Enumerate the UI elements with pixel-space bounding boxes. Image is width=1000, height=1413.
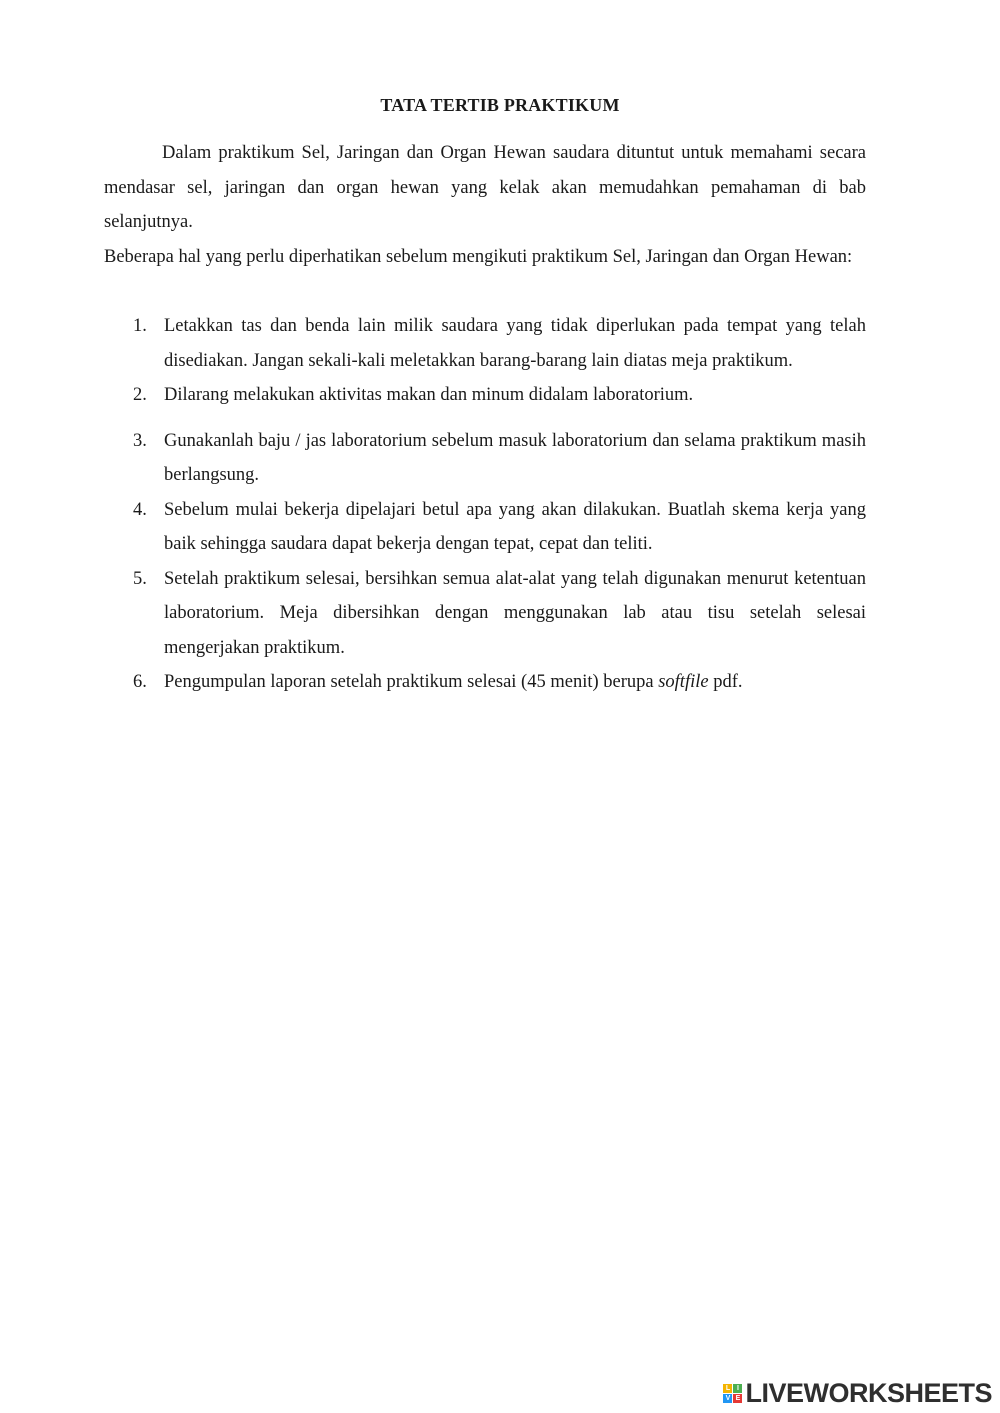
logo-text: LIVEWORKSHEETS [745, 1377, 992, 1408]
list-item-text: Dilarang melakukan aktivitas makan dan minum didalam laboratorium. [164, 385, 694, 405]
list-item-text: Letakkan tas dan benda lain milik saudara yang tidak diperlukan pada tempat yang telah disediakan. Jangan sekali-kali meletakkan barang-barang lain diatas meja praktikum. [164, 316, 866, 371]
list-item [104, 378, 866, 413]
list-item-text-after: pdf. [708, 672, 743, 692]
list-item-text: Sebelum mulai bekerja dipelajari betul apa yang akan dilakukan. Buatlah skema kerja yang baik sehingga saudara dapat bekerja dengan tepat, cepat dan teliti. [164, 499, 866, 554]
list-item [104, 424, 866, 493]
softfile-term: softfile [658, 672, 709, 692]
list-item-text: Gunakanlah baju / jas laboratorium sebelum masuk laboratorium dan selama praktikum masih berlangsung. [164, 430, 866, 485]
logo-mark-letter: L [723, 1384, 732, 1393]
list-item-text [164, 672, 743, 692]
list-item [104, 665, 866, 700]
list-item-number: 4. [133, 499, 147, 520]
liveworksheets-logo [723, 1378, 992, 1408]
list-item-number: 2. [133, 385, 147, 405]
liveworksheets-mark-icon [723, 1384, 742, 1403]
page-title: TATA TERTIB PRAKTIKUM [380, 95, 620, 115]
list-item-text: Setelah praktikum selesai, bersihkan semua alat-alat yang telah digunakan menurut ketentuan laboratorium. Meja dibersihkan dengan menggunakan lab atau tisu setelah selesai mengerjakan praktikum. [164, 568, 866, 658]
logo-mark-letter: V [723, 1394, 732, 1403]
list-item-number: 3. [133, 430, 147, 451]
intro-paragraph: Dalam praktikum Sel, Jaringan dan Organ Hewan saudara dituntut untuk memahami secara mendasar sel, jaringan dan organ hewan yang kelak akan memudahkan pemahaman di bab selanjutnya. [104, 143, 866, 232]
rules-list [104, 309, 866, 700]
lead-paragraph: Beberapa hal yang perlu diperhatikan sebelum mengikuti praktikum Sel, Jaringan dan Organ Hewan: [104, 247, 853, 267]
list-item-number: 5. [133, 568, 147, 589]
list-item-text-before: Pengumpulan laporan setelah praktikum selesai (45 menit) berupa [164, 672, 659, 692]
list-item [104, 309, 866, 378]
list-item-number: 6. [133, 672, 147, 692]
list-item-number: 1. [133, 316, 147, 336]
list-item [104, 562, 866, 666]
list-item [104, 493, 866, 562]
logo-mark-letter: I [733, 1384, 742, 1393]
logo-mark-letter: E [733, 1394, 742, 1403]
